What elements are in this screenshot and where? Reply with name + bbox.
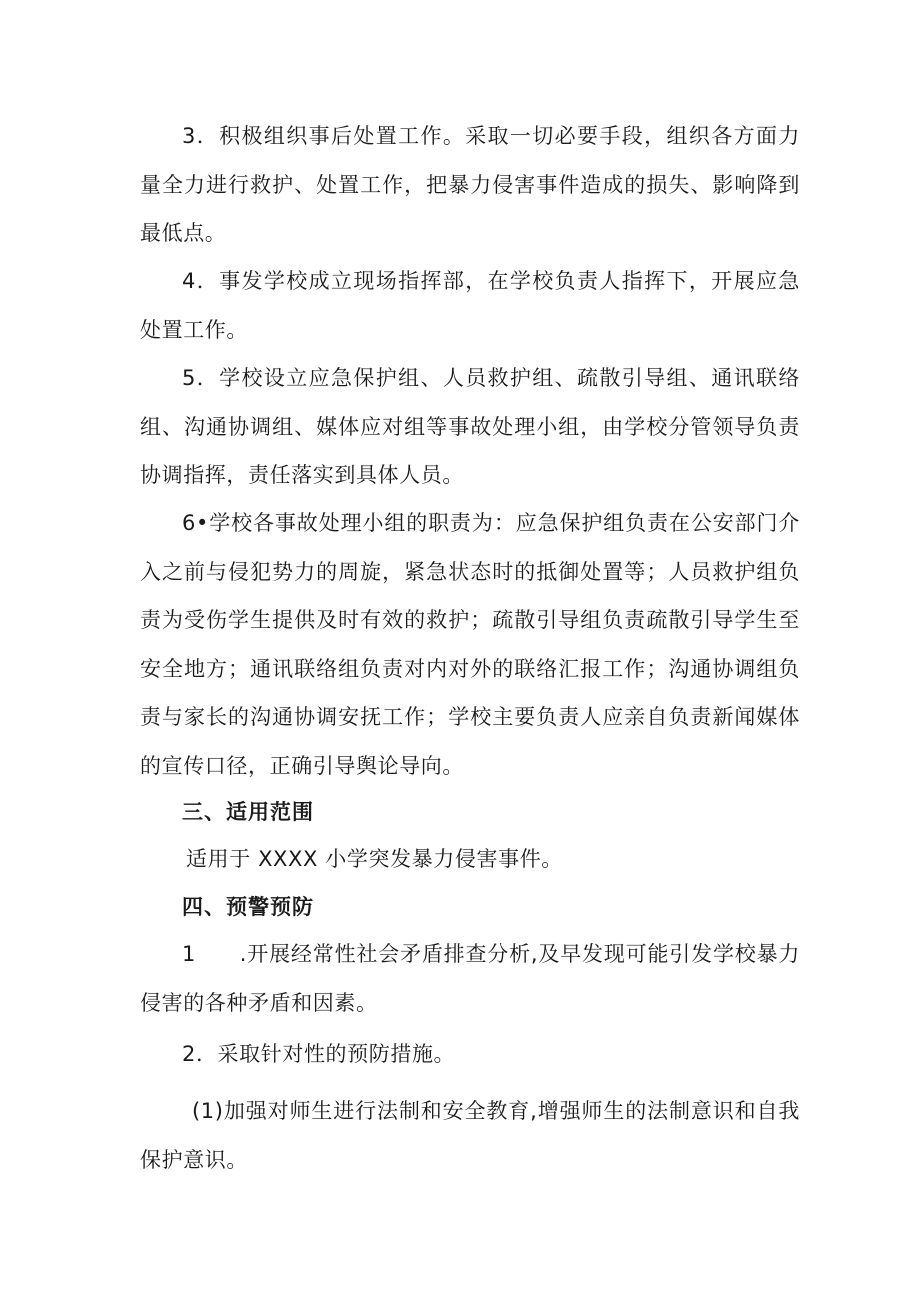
paragraph-item-4: 4．事发学校成立现场指挥部，在学校负责人指挥下，开展应急处置工作。 — [140, 269, 800, 342]
paragraph-prevention-2: 2．采取针对性的预防措施。 — [182, 1042, 456, 1066]
section-heading-scope: 三、适用范围 — [182, 800, 314, 824]
paragraph-prevention-1: 1 .开展经常性社会矛盾排查分析,及早发现可能引发学校暴力侵害的各种矛盾和因素。 — [140, 942, 800, 1015]
paragraph-item-5: 5．学校设立应急保护组、人员救护组、疏散引导组、通讯联络组、沟通协调组、媒体应对组等事故处理小组，由学校分管领导负责协调指挥，责任落实到具体人员。 — [140, 366, 800, 487]
section-heading-prevention: 四、预警预防 — [182, 895, 314, 919]
paragraph-prevention-2-1: (1)加强对师生进行法制和安全教育,增强师生的法制意识和自我保护意识。 — [140, 1099, 800, 1172]
paragraph-item-3: 3．积极组织事后处置工作。采取一切必要手段，组织各方面力量全力进行救护、处置工作，把暴力侵害事件造成的损失、影响降到最低点。 — [140, 124, 800, 245]
paragraph-scope-text: 适用于 XXXX 小学突发暴力侵害事件。 — [186, 847, 563, 871]
paragraph-item-6: 6•学校各事故处理小组的职责为：应急保护组负责在公安部门介入之前与侵犯势力的周旋，紧急状态时的抵御处置等；人员救护组负责为受伤学生提供及时有效的救护；疏散引导组负责疏散引导学生至安全地方；通讯联络组负责对内对外的联络汇报工作；沟通协调组负责与家长的沟通协调安抚工作；学校主要负责人应亲自负责新闻媒体的宣传口径，正确引导舆论导向。 — [140, 511, 800, 778]
